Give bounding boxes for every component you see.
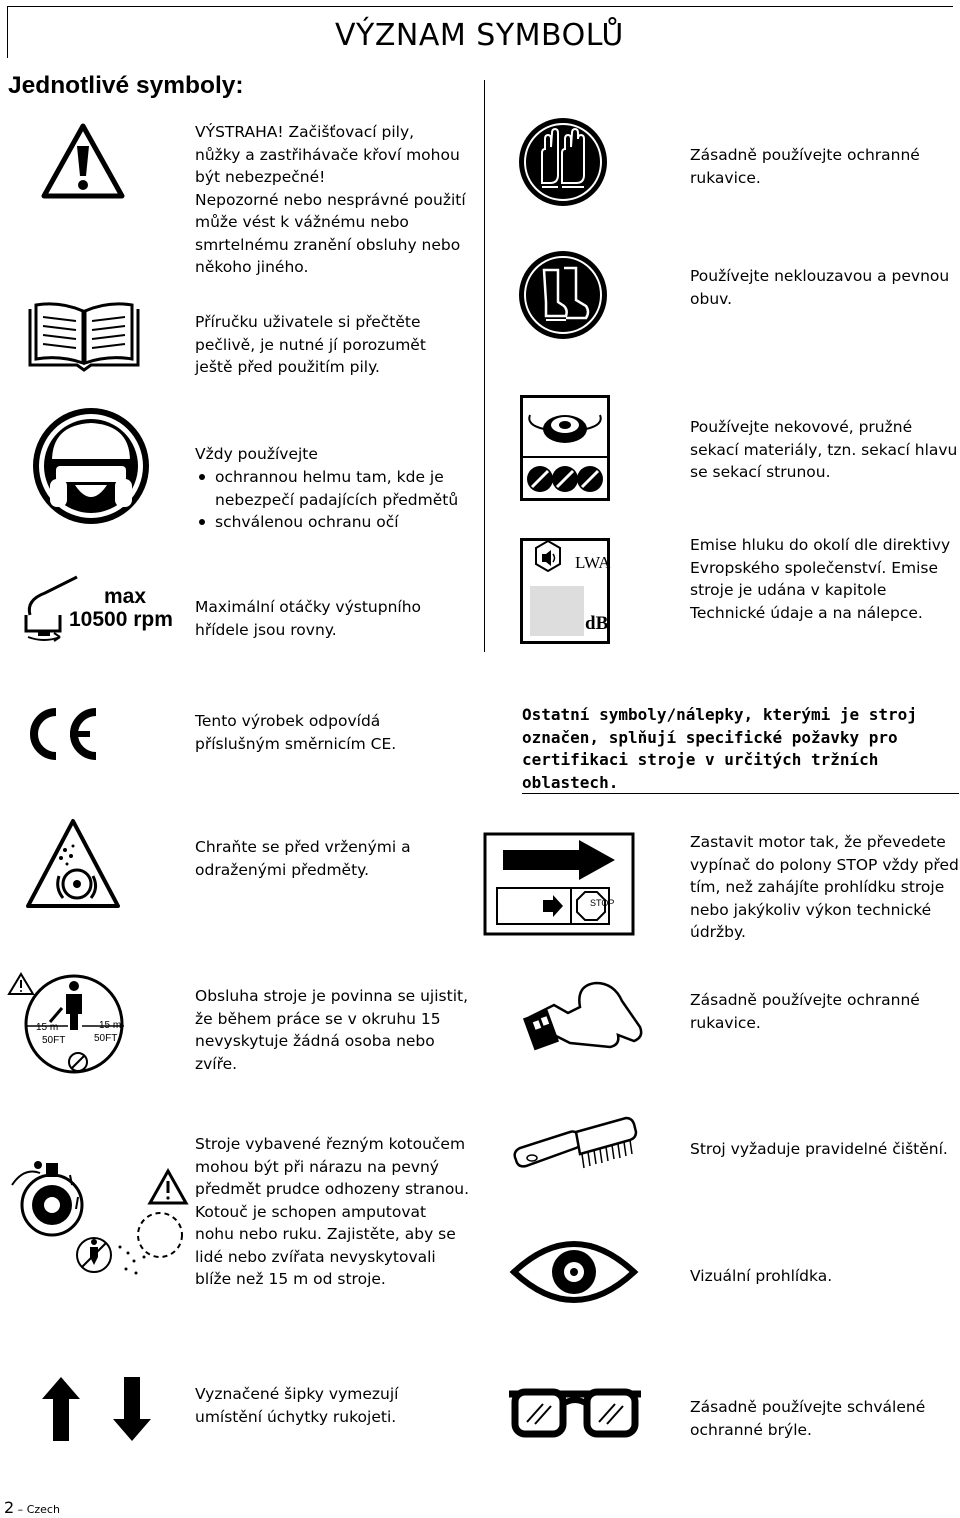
lwa-label: LWA — [575, 553, 611, 572]
arrows-text: Vyznačené šipky vymezují umístění úchytky rukojeti. — [195, 1385, 399, 1426]
gloves-icon — [518, 117, 608, 207]
stop-switch-icon — [483, 832, 635, 936]
list-item: schválenou ochranu očí — [195, 511, 458, 534]
distance-ft-left: 50FT — [42, 1035, 66, 1046]
max-speed-text: Maximální otáčky výstupního hřídele jsou rovny. — [195, 598, 422, 639]
rpm-label: 10500 rpm — [69, 608, 173, 631]
distance-text: Obsluha stroje je povinna se ujistit, že během práce se v okruhu 15 nevyskytuje žádná osoba nebo zvíře. — [195, 987, 469, 1073]
flexible-text: Používejte nekovové, pružné sekací materiály, tzn. sekací hlavu se sekací strunou. — [690, 418, 958, 481]
cleaning-brush-icon — [512, 1112, 642, 1178]
db-label: dB — [585, 613, 609, 634]
footer-language: Czech — [26, 1503, 60, 1516]
page-number: 2 — [4, 1498, 15, 1517]
stop-label: STOP — [590, 898, 615, 908]
column-divider — [484, 80, 485, 652]
distance-m-right: 15 m — [99, 1020, 122, 1031]
handle-arrows-icon — [40, 1375, 155, 1443]
ce-mark-icon — [22, 706, 102, 762]
boots-text: Používejte neklouzavou a pevnou obuv. — [690, 267, 950, 308]
thrown-objects-icon — [25, 818, 121, 910]
header-rule — [7, 6, 953, 7]
visual-inspection-eye-icon — [510, 1230, 638, 1314]
distance-ft-right: 50FT — [94, 1033, 118, 1044]
note-rule — [522, 793, 959, 794]
ce-text: Tento výrobek odpovídá příslušným směrnicím CE. — [195, 712, 397, 753]
footer-separator: – — [14, 1503, 27, 1516]
header-side-rule — [7, 6, 8, 58]
max-label: max — [104, 585, 147, 608]
page-footer — [4, 1498, 60, 1517]
blade-kickback-icon — [10, 1145, 195, 1285]
manual-book-icon — [25, 299, 143, 371]
other-symbols-note: Ostatní symboly/nálepky, kterými je stroj označen, splňují specifické požavky pro certifikaci stroje v určitých tržních oblastech. — [522, 705, 917, 792]
goggles-text: Zásadně používejte schválené ochranné brýle. — [690, 1398, 926, 1439]
manual-text: Příručku uživatele si přečtěte pečlivě, je nutné jí porozumět ještě před použitím pily. — [195, 313, 426, 376]
protection-list — [195, 466, 458, 534]
boots-icon — [518, 250, 608, 340]
list-item: ochrannou helmu tam, kde je nebezpečí padajících předmětů — [195, 466, 458, 511]
safety-goggles-icon — [505, 1380, 645, 1440]
distance-m-left: 15 m — [36, 1022, 59, 1033]
protective-glove-icon — [510, 965, 645, 1065]
blade-text: Stroje vybavené řezným kotoučem mohou být při nárazu na pevný předmět prudce odhozeny stranou. Kotouč je schopen amputovat nohu nebo ruku. Zajistěte, aby se lidé nebo zvířata nevyskytovali blíže než 15 m od stroje. — [195, 1135, 470, 1288]
gloves-text: Zásadně používejte ochranné rukavice. — [690, 146, 920, 187]
stop-text: Zastavit motor tak, že převedete vypínač do polony STOP vždy před tím, než zahájíte prohlídku stroje nebo jakýkoliv výkon technické údržby. — [690, 833, 959, 941]
warning-triangle-icon — [40, 122, 126, 200]
warning-text: VÝSTRAHA! Začišťovací pily, nůžky a zastřihávače křoví mohou být nebezpečné! Nepozorné nebo nesprávné použití může vést k vážnému nebo smrtelnému zranění obsluhy nebo někoho jiného. — [195, 123, 466, 276]
noise-text: Emise hluku do okolí dle direktivy Evropského společenství. Emise stroje je udána v kapitole Technické údaje a na nálepce. — [690, 536, 951, 622]
thrown-text: Chraňte se před vrženými a odraženými předměty. — [195, 838, 411, 879]
gloves2-text: Zásadně používejte ochranné rukavice. — [690, 991, 920, 1032]
cleaning-text: Stroj vyžaduje pravidelné čištění. — [690, 1140, 948, 1158]
visual-text: Vizuální prohlídka. — [690, 1267, 833, 1285]
protection-intro: Vždy používejte — [195, 445, 318, 463]
section-title: Jednotlivé symboly: — [8, 72, 244, 99]
trimmer-head-icon — [520, 395, 610, 501]
page-title: VÝZNAM SYMBOLŮ — [335, 18, 624, 53]
helmet-protection-icon — [30, 405, 152, 527]
